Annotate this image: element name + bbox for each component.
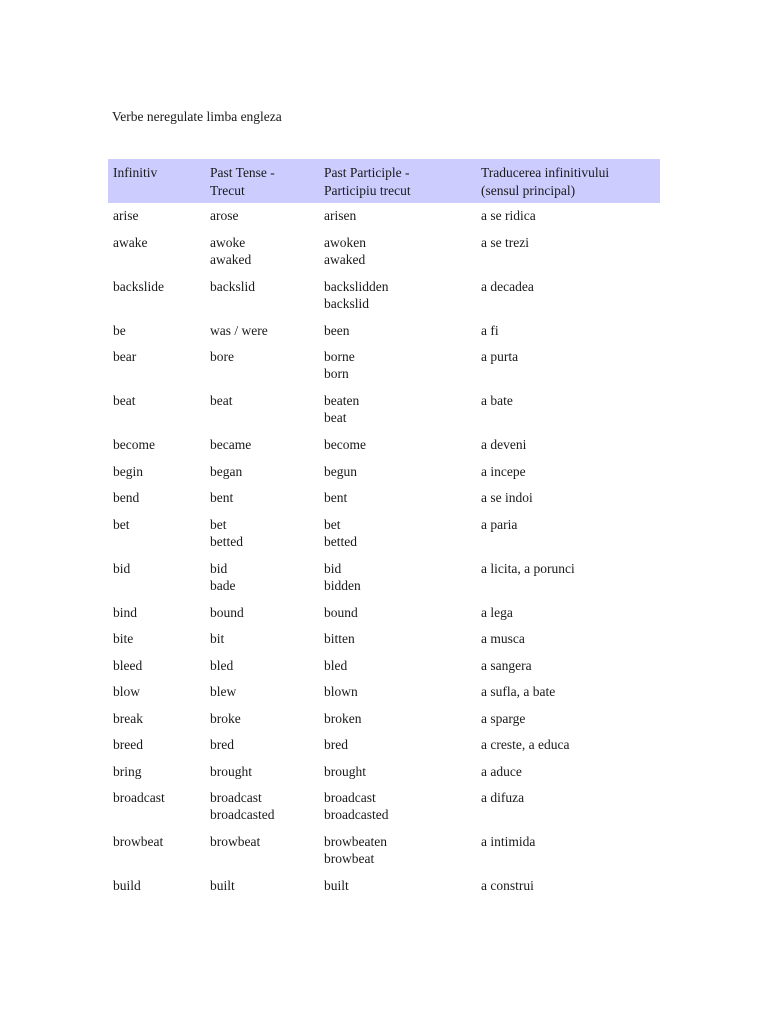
cell-past-tense: built (210, 878, 235, 893)
cell-infinitive: become (113, 437, 155, 452)
cell-infinitive: bring (113, 763, 142, 779)
cell-past-tense: bore (210, 349, 234, 364)
table-row (108, 318, 660, 345)
table-row (108, 230, 660, 274)
table-row (108, 873, 660, 900)
cell-infinitive: be (113, 322, 126, 338)
cell-past-tense: blew (210, 684, 237, 699)
cell-past-participle: bet betted (324, 516, 357, 549)
cell-infinitive: arise (113, 208, 139, 223)
cell-past-participle: become (324, 437, 366, 452)
header-past-tense: Past Tense - Trecut (210, 165, 275, 198)
cell-infinitive: blow (113, 684, 140, 699)
cell-past-tense: broadcast broadcasted (210, 790, 275, 822)
cell-translation: a sangera (481, 657, 532, 673)
cell-past-tense: awoke awaked (210, 234, 252, 267)
cell-infinitive: beat (113, 393, 136, 408)
table-row (108, 344, 660, 388)
cell-past-participle: bitten (324, 631, 355, 646)
table-row (108, 274, 660, 318)
cell-translation: a lega (481, 604, 513, 620)
table-header-row (108, 159, 660, 203)
cell-past-tense: was / were (210, 322, 268, 338)
cell-infinitive: break (113, 710, 143, 726)
table-row (108, 732, 660, 759)
cell-past-tense: broke (210, 710, 241, 726)
cell-past-tense: bled (210, 657, 234, 673)
cell-translation: a sparge (481, 710, 526, 726)
cell-past-participle: bent (324, 490, 348, 505)
cell-past-participle: awoken awaked (324, 234, 366, 267)
cell-infinitive: bid (113, 560, 131, 576)
cell-past-participle: browbeaten browbeat (324, 834, 387, 866)
cell-past-tense: backslid (210, 278, 255, 294)
table-row (108, 653, 660, 680)
table-row (108, 388, 660, 432)
cell-translation: a sufla, a bate (481, 684, 556, 699)
cell-translation: a deveni (481, 437, 527, 452)
cell-past-participle: beaten beat (324, 393, 360, 425)
cell-past-participle: broken (324, 710, 362, 726)
cell-past-participle: begun (324, 463, 357, 479)
table-row (108, 459, 660, 486)
cell-translation: a purta (481, 349, 519, 364)
cell-infinitive: awake (113, 234, 148, 250)
document-title: Verbe neregulate limba engleza (112, 109, 282, 124)
table-row (108, 679, 660, 706)
cell-past-participle: arisen (324, 208, 357, 223)
cell-past-tense: bid bade (210, 560, 236, 593)
cell-translation: a aduce (481, 763, 522, 779)
cell-translation: a bate (481, 393, 513, 408)
cell-translation: a se indoi (481, 490, 533, 505)
table-row (108, 485, 660, 512)
table-row (108, 626, 660, 653)
cell-translation: a se ridica (481, 208, 536, 223)
cell-past-tense: bound (210, 604, 244, 620)
cell-infinitive: bind (113, 604, 138, 620)
cell-past-tense: brought (210, 763, 252, 779)
header-infinitive: Infinitiv (113, 165, 158, 180)
table-row (108, 759, 660, 786)
cell-infinitive: build (113, 878, 141, 893)
cell-infinitive: bear (113, 349, 137, 364)
cell-translation: a licita, a porunci (481, 560, 575, 576)
table-row (108, 600, 660, 627)
cell-infinitive: bite (113, 631, 134, 646)
cell-translation: a intimida (481, 834, 536, 849)
cell-infinitive: bleed (113, 657, 143, 673)
cell-past-tense: bent (210, 490, 234, 505)
cell-past-tense: beat (210, 393, 233, 408)
irregular-verbs-table (108, 159, 660, 900)
table-row (108, 512, 660, 556)
table-row (108, 432, 660, 459)
cell-past-participle: bred (324, 737, 348, 752)
table-row (108, 829, 660, 873)
cell-past-tense: bred (210, 737, 234, 752)
cell-infinitive: bet (113, 516, 130, 532)
cell-infinitive: browbeat (113, 834, 164, 849)
cell-translation: a musca (481, 631, 525, 646)
cell-past-participle: built (324, 878, 349, 893)
cell-past-tense: began (210, 463, 243, 479)
cell-past-tense: browbeat (210, 834, 261, 849)
table-body (108, 203, 660, 900)
cell-past-participle: been (324, 322, 350, 338)
cell-translation: a fi (481, 322, 499, 338)
table-row (108, 785, 660, 829)
cell-infinitive: begin (113, 463, 143, 479)
header-translation: Traducerea infinitivului (sensul principal) (481, 165, 610, 198)
cell-infinitive: broadcast (113, 790, 165, 805)
table-row (108, 706, 660, 733)
cell-past-tense: became (210, 437, 252, 452)
cell-past-participle: bid bidden (324, 560, 361, 593)
cell-translation: a se trezi (481, 234, 529, 250)
cell-past-participle: blown (324, 684, 358, 699)
table-row (108, 556, 660, 600)
cell-past-participle: backslidden backslid (324, 278, 389, 311)
cell-infinitive: breed (113, 737, 143, 752)
table-row (108, 203, 660, 230)
cell-infinitive: backslide (113, 278, 164, 294)
cell-past-tense: arose (210, 208, 239, 223)
cell-past-participle: bound (324, 604, 358, 620)
cell-translation: a construi (481, 878, 534, 893)
cell-past-participle: borne born (324, 349, 355, 381)
cell-past-tense: bit (210, 631, 225, 646)
cell-past-tense: bet betted (210, 516, 243, 549)
cell-past-participle: brought (324, 763, 366, 779)
cell-past-participle: broadcast broadcasted (324, 790, 389, 822)
cell-translation: a difuza (481, 790, 525, 805)
cell-translation: a creste, a educa (481, 737, 570, 752)
cell-translation: a paria (481, 516, 518, 532)
header-past-participle: Past Participle - Participiu trecut (324, 165, 411, 198)
cell-translation: a incepe (481, 463, 526, 479)
cell-translation: a decadea (481, 278, 534, 294)
cell-infinitive: bend (113, 490, 140, 505)
cell-past-participle: bled (324, 657, 348, 673)
